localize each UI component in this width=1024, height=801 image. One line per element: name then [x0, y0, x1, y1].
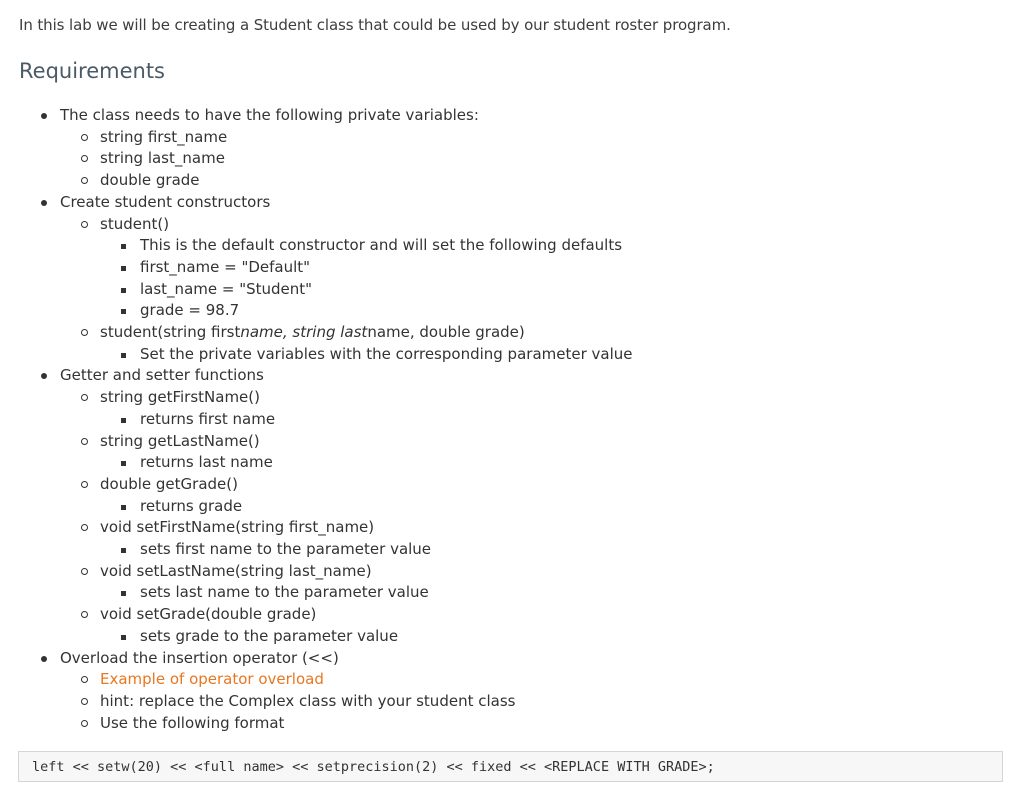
list-item: returns first name — [100, 409, 633, 431]
list-item: returns last name — [100, 452, 633, 474]
list-item: last_name = "Student" — [100, 279, 633, 301]
operator-overload-link[interactable]: Example of operator overload — [100, 670, 324, 689]
code-block: left << setw(20) << <full name> << setprecision(2) << fixed << <REPLACE WITH GRADE>; — [18, 751, 1003, 782]
list-item: grade = 98.7 — [100, 300, 633, 322]
list-item-label: Overload the insertion operator (<<) — [60, 648, 339, 667]
requirements-list — [0, 105, 633, 734]
list-item-default-constructor: student() This is the default constructor and will set the following defaults first_name = "Default" last_name = "Student" grade = 98.7 — [60, 214, 633, 323]
list-item: sets last name to the parameter value — [100, 582, 633, 604]
list-item: Set the private variables with the corresponding parameter value — [100, 344, 633, 366]
list-item-set-first-name: void setFirstName(string first_name) sets first name to the parameter value — [60, 517, 633, 560]
list-item: sets first name to the parameter value — [100, 539, 633, 561]
list-item-param-constructor: student(string firstname, string lastname, double grade) Set the private variables with the corresponding parameter value — [60, 322, 633, 365]
list-item — [60, 669, 633, 691]
list-item-set-grade: void setGrade(double grade) sets grade to the parameter value — [60, 604, 633, 647]
list-item: returns grade — [100, 496, 633, 518]
list-item: This is the default constructor and will set the following defaults — [100, 235, 633, 257]
list-item-set-last-name: void setLastName(string last_name) sets last name to the parameter value — [60, 561, 633, 604]
list-item-get-grade: double getGrade() returns grade — [60, 474, 633, 517]
list-item-get-first-name: string getFirstName() returns first name — [60, 387, 633, 430]
list-item: first_name = "Default" — [100, 257, 633, 279]
list-item: string first_name — [60, 127, 633, 149]
list-item: string last_name — [60, 148, 633, 170]
list-item-label: The class needs to have the following private variables: — [60, 106, 479, 124]
list-item: Use the following format — [60, 713, 633, 735]
list-item-overload — [0, 648, 633, 735]
list-item-constructors — [0, 192, 633, 366]
list-item-private-variables — [0, 105, 633, 192]
requirements-heading: Requirements — [19, 59, 165, 83]
list-item: sets grade to the parameter value — [100, 626, 633, 648]
list-item-get-last-name: string getLastName() returns last name — [60, 431, 633, 474]
list-item-label: Create student constructors — [60, 192, 271, 211]
intro-text: In this lab we will be creating a Student class that could be used by our student roster program. — [19, 16, 731, 34]
list-item-accessors — [0, 365, 633, 647]
list-item-label: Getter and setter functions — [60, 366, 264, 385]
list-item: hint: replace the Complex class with your student class — [60, 691, 633, 713]
list-item: double grade — [60, 170, 633, 192]
